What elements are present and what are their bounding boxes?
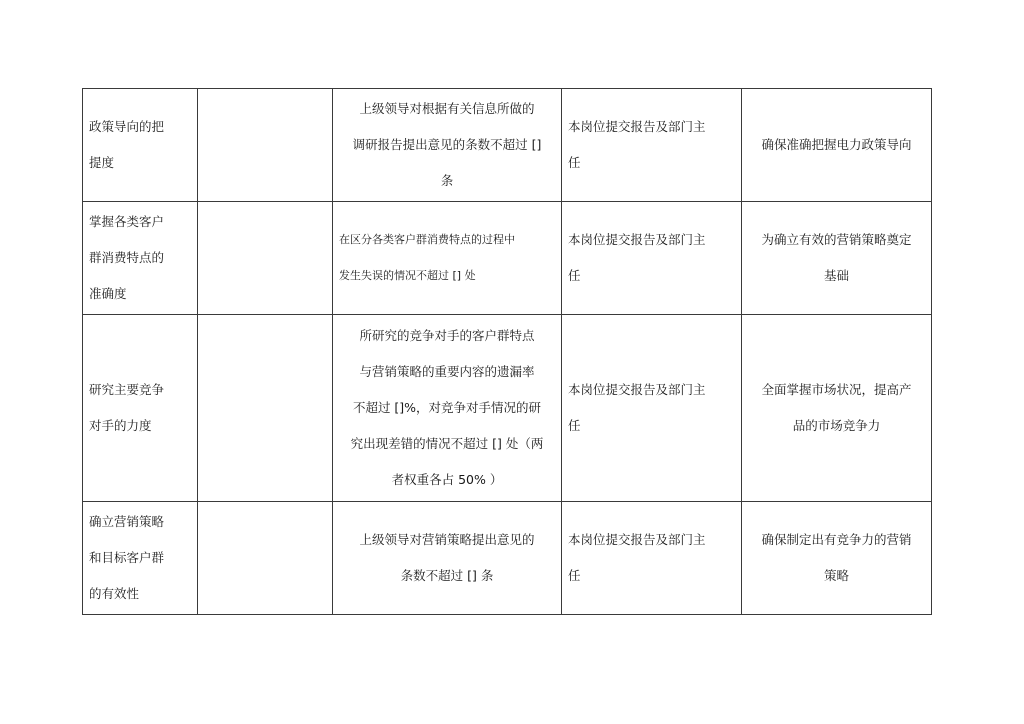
purpose-cell: 全面掌握市场状况，提高产 品的市场竞争力 [742, 315, 932, 502]
indicator-cell: 确立营销策略 和目标客户群 的有效性 [83, 502, 198, 615]
weight-cell [198, 202, 333, 315]
standard-cell: 上级领导对根据有关信息所做的 调研报告提出意见的条数不超过 [] 条 [333, 89, 562, 202]
table-row [83, 315, 932, 502]
source-cell: 本岗位提交报告及部门主 任 [562, 315, 742, 502]
source-cell: 本岗位提交报告及部门主 任 [562, 502, 742, 615]
source-cell: 本岗位提交报告及部门主 任 [562, 202, 742, 315]
source-cell: 本岗位提交报告及部门主 任 [562, 89, 742, 202]
indicator-cell: 研究主要竞争 对手的力度 [83, 315, 198, 502]
purpose-cell: 确保制定出有竞争力的营销 策略 [742, 502, 932, 615]
standard-cell: 上级领导对营销策略提出意见的 条数不超过 [] 条 [333, 502, 562, 615]
standard-cell: 所研究的竞争对手的客户群特点 与营销策略的重要内容的遗漏率 不超过 []%，对竞争对手情况的研 究出现差错的情况不超过 [] 处（两 者权重各占 50% ） [333, 315, 562, 502]
weight-cell [198, 502, 333, 615]
purpose-cell: 为确立有效的营销策略奠定 基础 [742, 202, 932, 315]
table-row [83, 502, 932, 615]
kpi-table [82, 88, 932, 615]
indicator-cell: 政策导向的把 提度 [83, 89, 198, 202]
weight-cell [198, 315, 333, 502]
table-row [83, 202, 932, 315]
indicator-cell: 掌握各类客户 群消费特点的 准确度 [83, 202, 198, 315]
weight-cell [198, 89, 333, 202]
table-row [83, 89, 932, 202]
purpose-cell: 确保准确把握电力政策导向 [742, 89, 932, 202]
standard-cell: 在区分各类客户群消费特点的过程中 发生失误的情况不超过 [] 处 [333, 202, 562, 315]
